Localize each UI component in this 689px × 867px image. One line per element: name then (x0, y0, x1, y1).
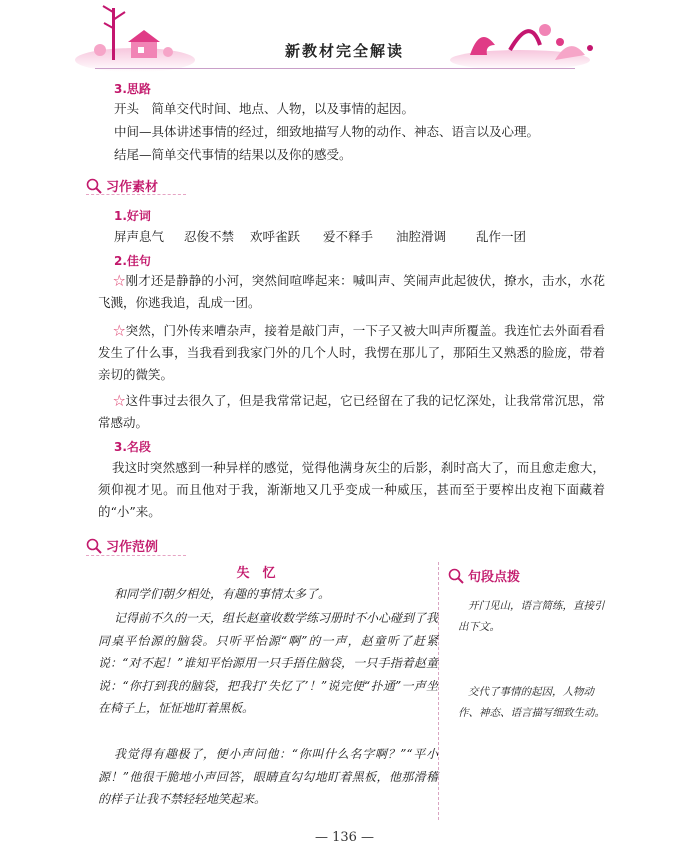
star-icon: ☆ (113, 393, 126, 408)
side-note-2: 交代了事情的起因，人物动作、神态、语言描写细致生动。 (458, 686, 605, 719)
sentence-3: ☆这件事过去很久了，但是我常常记起，它已经留在了我的记忆深处，让我常常沉思，常常感动。 (98, 393, 605, 430)
word-item: 忍俊不禁 (184, 229, 235, 244)
left-house-illustration (75, 6, 195, 72)
star-icon: ☆ (113, 323, 126, 338)
materials-underline (86, 194, 186, 195)
star-icon: ☆ (113, 273, 126, 288)
example-section-header (86, 536, 158, 555)
essay-title: 失 忆 (236, 566, 276, 581)
header-rule (95, 68, 575, 69)
word-item: 油腔滑调 (396, 229, 447, 244)
magnifier-icon (448, 568, 464, 584)
column-divider (438, 562, 439, 820)
side-note-1: 开门见山，语言简练，直接引出下文。 (458, 600, 605, 633)
magnifier-icon (86, 178, 102, 194)
structure-line-1: 开头 简单交代时间、地点、人物，以及事情的起因。 (114, 101, 415, 116)
words-heading: 1.好词 (114, 209, 151, 223)
example-section-title: 习作范例 (106, 540, 159, 555)
structure-heading: 3.思路 (114, 82, 151, 96)
page-number: — 136 — (314, 830, 375, 845)
materials-section-header (86, 176, 158, 195)
passage-heading: 3.名段 (114, 440, 151, 454)
sentences-heading: 2.佳句 (114, 254, 151, 268)
materials-section-title: 习作素材 (106, 180, 159, 195)
essay-paragraph-2: 记得前不久的一天，组长赵童收数学练习册时不小心碰到了我同桌平怡源的脑袋。只听平怡源“啊”的一声，赵童听了赶紧说：“对不起！”谁知平怡源用一只手捂住脑袋，一只手指着赵童说：“你打到我的脑袋，把我打‘失忆了’！”说完便“扑通”一声坐在椅子上，怔怔地盯着黑板。 (98, 611, 439, 715)
essay-paragraph-1: 和同学们朝夕相处，有趣的事情太多了。 (114, 587, 331, 601)
structure-line-2: 中间—具体讲述事情的经过，细致地描写人物的动作、神态、语言以及心理。 (114, 124, 540, 139)
word-item: 乱作一团 (476, 229, 527, 244)
word-item: 爱不释手 (323, 229, 374, 244)
structure-line-3: 结尾—简单交代事情的结果以及你的感受。 (114, 147, 352, 162)
side-notes-title: 句段点拨 (468, 570, 521, 585)
words-list (114, 226, 546, 248)
famous-passage: 我这时突然感到一种异样的感觉，觉得他满身灰尘的后影，刹时高大了，而且愈走愈大，须仰视才见。而且他对于我，渐渐地又几乎变成一种威压，甚而至于要榨出皮袍下面藏着的“小”来。 (98, 460, 605, 519)
sentence-2: ☆突然，门外传来嘈杂声，接着是敲门声，一下子又被大叫声所覆盖。我连忙去外面看看发生了什么事，当我看到我家门外的几个人时，我愣在那儿了，那陌生又熟悉的脸庞，带着亲切的微笑。 (98, 323, 605, 382)
essay-paragraph-3: 我觉得有趣极了，便小声问他：“你叫什么名字啊？”“平小源！”他很干脆地小声回答，眼睛直勾勾地盯着黑板，他那滑稽的样子让我不禁轻轻地笑起来。 (98, 747, 438, 806)
example-underline (86, 555, 186, 556)
word-item: 欢呼雀跃 (250, 229, 301, 244)
sentence-1: ☆刚才还是静静的小河，突然间喧哗起来：喊叫声、笑闹声此起彼伏，撩水，击水，水花飞溅，你逃我追，乱成一团。 (98, 273, 605, 310)
header-title: 新教材完全解读 (284, 42, 404, 60)
side-notes-header (448, 566, 520, 585)
word-item: 屏声息气 (114, 229, 165, 244)
magnifier-icon (86, 538, 102, 554)
